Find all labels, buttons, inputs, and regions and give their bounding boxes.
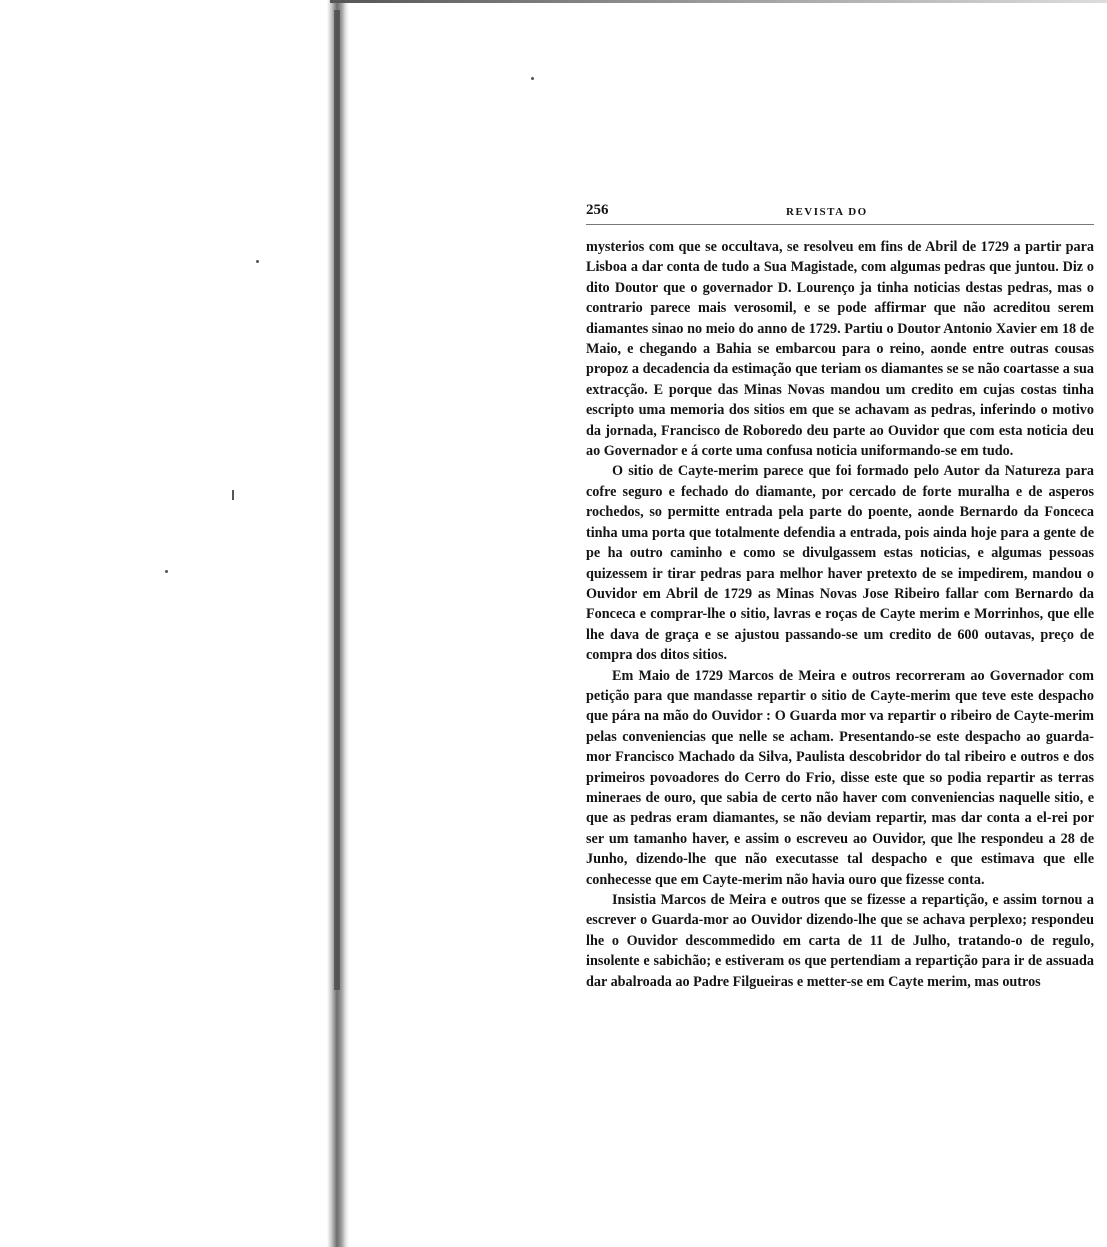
paragraph: Insistia Marcos de Meira e outros que se fizesse a repartição, e assim tornou a escrever o Guarda-mor ao Ouvidor dizendo-lhe que se achava perplexo; respondeu lhe o Ouvidor descommedido em carta de 11 de Julho, tratando-o de regulo, insolente e sabichão; e estiveram os que pertendiam a repartição para ir de assuada dar abalroada ao Padre Filgueiras e metter-se em Cayte merim, mas outros bbox=[586, 892, 1094, 990]
paper-speck bbox=[531, 77, 534, 80]
gutter-spine-line bbox=[334, 10, 340, 990]
running-head bbox=[586, 200, 1094, 222]
book-page bbox=[586, 200, 1094, 992]
page-number: 256 bbox=[586, 202, 609, 218]
page-top-edge bbox=[330, 0, 1107, 3]
running-title: REVISTA DO bbox=[786, 206, 868, 218]
book-binding-margin bbox=[0, 0, 340, 1247]
body-text bbox=[586, 237, 1094, 992]
paragraph: O sitio de Cayte-merim parece que foi formado pelo Autor da Natureza para cofre seguro e fechado do diamante, por cercado de forte muralha e de asperos rochedos, so permitte entrada pela parte do poente, aonde Bernardo da Fonceca tinha uma porta que totalmente defendia a entrada, pois ainda hoje para a gente de pe ha outro caminho e como se divulgassem estas noticias, e algumas pessoas quizessem ir tirar pedras para melhor haver pretexto de se impedirem, mandou o Ouvidor em Abril de 1729 as Minas Novas Jose Ribeiro fallar com Bernardo da Fonceca e comprar-lhe o sitio, lavras e roças de Cayte merim e Morrinhos, que elle lhe dava de graça e se ajustou passando-se um credito de 600 outavas, preço de compra dos ditos sitios. bbox=[586, 463, 1094, 664]
paper-speck bbox=[256, 260, 259, 263]
paper-speck bbox=[165, 570, 168, 573]
paragraph: mysterios com que se occultava, se resolveu em fins de Abril de 1729 a partir para Lisboa a dar conta de tudo a Sua Magistade, com algumas pedras que juntou. Diz o dito Doutor que o governador D. Lourenço ja tinha noticias destas pedras, mas o contrario parece mais verosomil, e se pode affirmar que não acreditou serem diamantes sinao no meio do anno de 1729. Partiu o Doutor Antonio Xavier em 18 de Maio, e chegando a Bahia se embarcou para o reino, aonde entre outras cousas propoz a decadencia da estimação que teriam os diamantes se se não coartasse a sua extracção. E porque das Minas Novas mandou um credito em cujas costas tinha escripto uma memoria dos sitios em que se achavam as pedras, inferindo o motivo da jornada, Francisco de Roboredo deu parte ao Ouvidor que com esta noticia deu ao Governador e á corte uma confusa noticia uniformando-se em tudo. bbox=[586, 239, 1094, 460]
paper-speck bbox=[232, 490, 234, 500]
paragraph: Em Maio de 1729 Marcos de Meira e outros recorreram ao Governador com petição para que mandasse repartir o sitio de Cayte-merim que teve este despacho que pára na mão do Ouvidor : O Guarda mor va repartir o ribeiro de Cayte-merim pelas conveniencias que nelle se acham. Presentando-se este despacho ao guarda-mor Francisco Machado da Silva, Paulista descobridor do tal ribeiro e outros e dos primeiros povoadores do Cerro do Frio, disse este que so podia repartir as terras mineraes de ouro, que sabia de certo não haver com conveniencias naquelle sitio, e que as pedras eram diamantes, se não deviam repartir, mas dar conta a el-rei por ser um tamanho haver, e assim o escreveu ao Ouvidor, que lhe respondeu a 28 de Junho, dizendo-lhe que não executasse tal despacho e que estimava que elle conhecesse que em Cayte-merim não havia ouro que fizesse conta. bbox=[586, 667, 1094, 888]
header-rule bbox=[586, 224, 1094, 225]
